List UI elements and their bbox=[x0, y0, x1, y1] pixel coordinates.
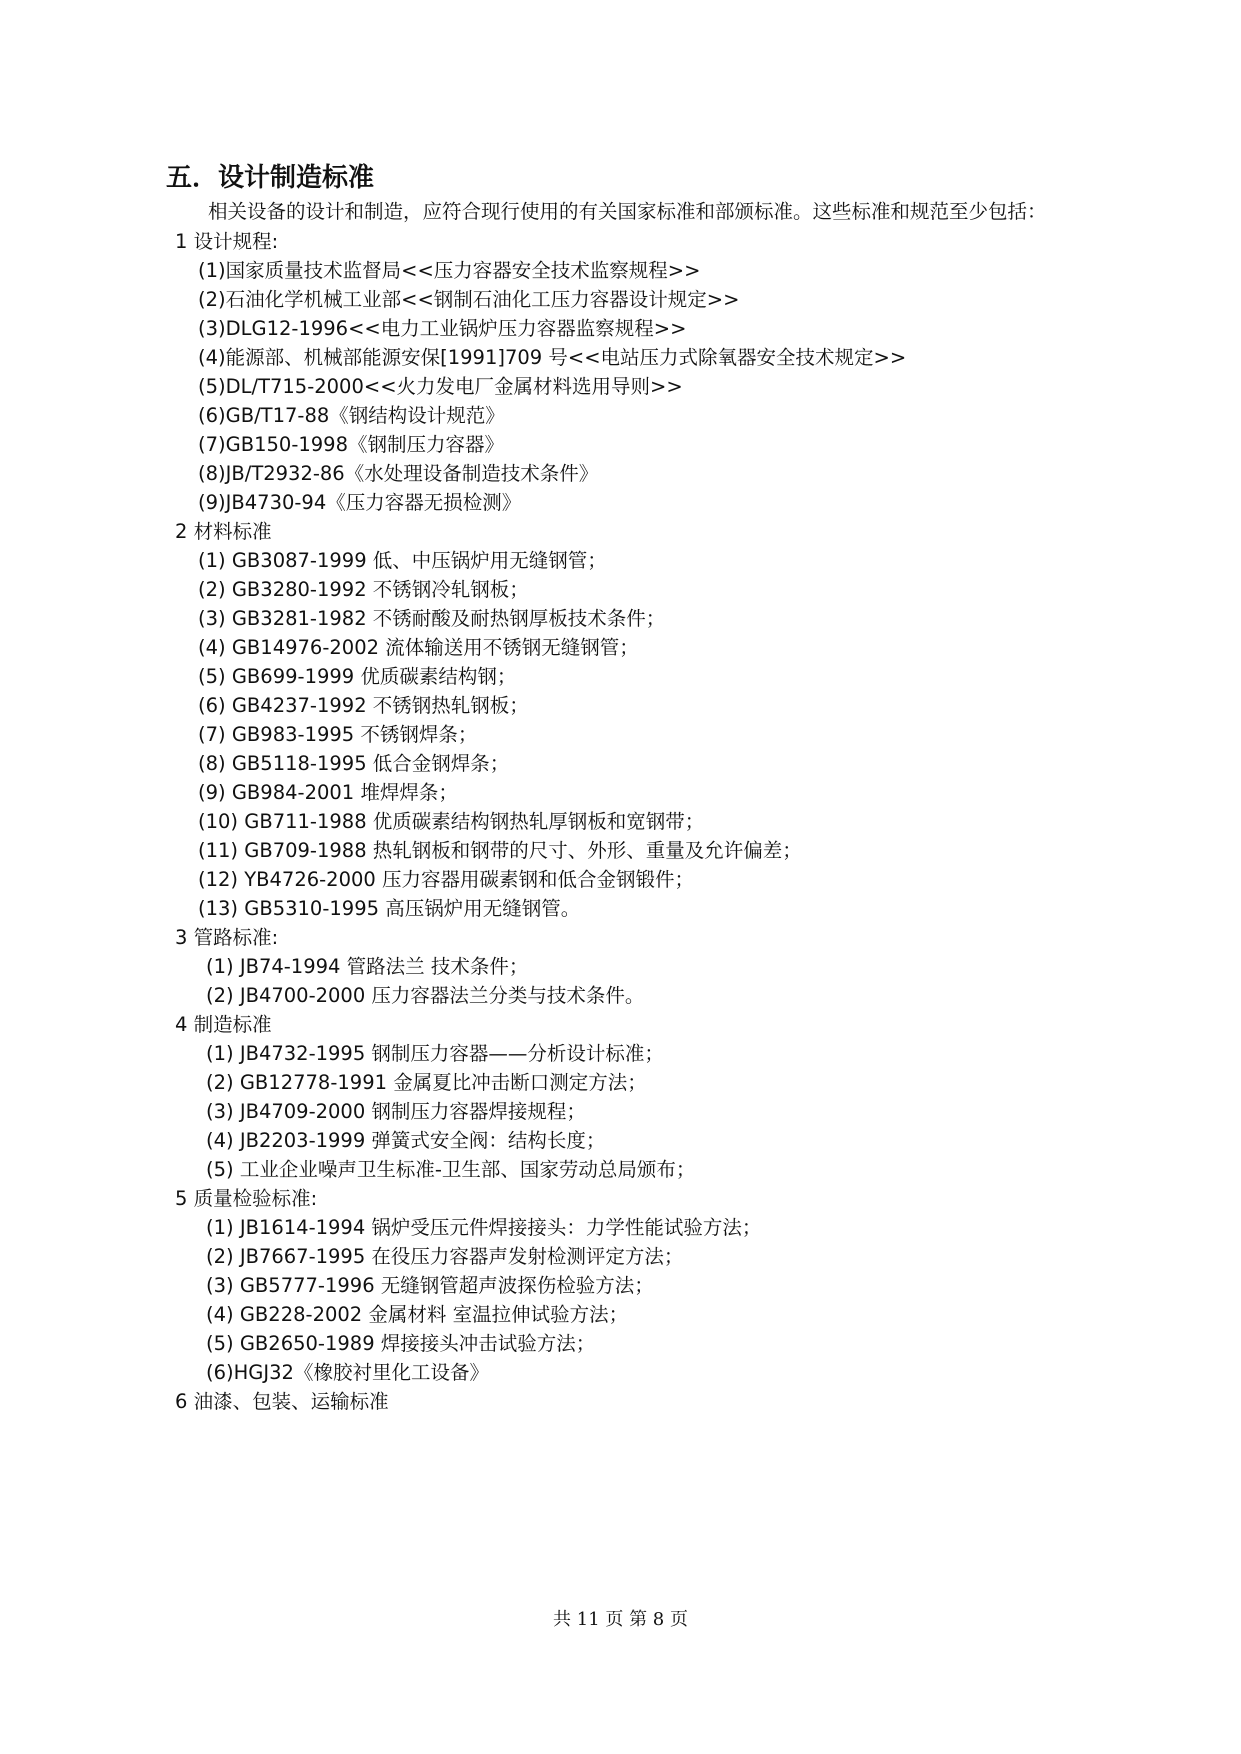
list-item: (9)JB4730-94《压力容器无损检测》 bbox=[198, 491, 522, 514]
list-item: (7) GB983-1995 不锈钢焊条； bbox=[198, 723, 478, 746]
list-item: (7)GB150-1998《钢制压力容器》 bbox=[198, 433, 504, 456]
list-item: (1)国家质量技术监督局<<压力容器安全技术监察规程>> bbox=[198, 259, 701, 282]
list-item: (2) GB12778-1991 金属夏比冲击断口测定方法； bbox=[206, 1071, 647, 1094]
list-item: (12) YB4726-2000 压力容器用碳素钢和低合金钢锻件； bbox=[198, 868, 695, 891]
list-item: (9) GB984-2001 堆焊焊条； bbox=[198, 781, 458, 804]
page-footer: 共 11 页 第 8 页 bbox=[553, 1609, 688, 1630]
list-item: (1) JB74-1994 管路法兰 技术条件； bbox=[206, 955, 529, 978]
list-item: (11) GB709-1988 热轧钢板和钢带的尺寸、外形、重量及允许偏差； bbox=[198, 839, 802, 862]
subsection-heading-piping: 3 管路标准: bbox=[175, 926, 279, 949]
list-item: (2) JB4700-2000 压力容器法兰分类与技术条件。 bbox=[206, 984, 645, 1007]
list-item: (2) GB3280-1992 不锈钢冷轧钢板； bbox=[198, 578, 529, 601]
list-item: (3)DLG12-1996<<电力工业锅炉压力容器监察规程>> bbox=[198, 317, 687, 340]
list-item: (3) JB4709-2000 钢制压力容器焊接规程； bbox=[206, 1100, 586, 1123]
list-item: (5) GB699-1999 优质碳素结构钢； bbox=[198, 665, 517, 688]
list-item: (3) GB5777-1996 无缝钢管超声波探伤检验方法； bbox=[206, 1274, 654, 1297]
list-item: (6)HGJ32《橡胶衬里化工设备》 bbox=[206, 1361, 489, 1384]
list-item: (1) JB4732-1995 钢制压力容器——分析设计标准； bbox=[206, 1042, 664, 1065]
list-item: (6)GB/T17-88《钢结构设计规范》 bbox=[198, 404, 505, 427]
list-item: (10) GB711-1988 优质碳素结构钢热轧厚钢板和宽钢带； bbox=[198, 810, 705, 833]
list-item: (8) GB5118-1995 低合金钢焊条； bbox=[198, 752, 510, 775]
list-item: (6) GB4237-1992 不锈钢热轧钢板； bbox=[198, 694, 529, 717]
section-title: 五．设计制造标准 bbox=[166, 163, 375, 193]
list-item: (1) JB1614-1994 锅炉受压元件焊接接头：力学性能试验方法； bbox=[206, 1216, 762, 1239]
list-item: (4) GB228-2002 金属材料 室温拉伸试验方法； bbox=[206, 1303, 629, 1326]
list-item: (4) GB14976-2002 流体输送用不锈钢无缝钢管； bbox=[198, 636, 639, 659]
subsection-heading-inspection: 5 质量检验标准: bbox=[175, 1187, 318, 1210]
list-item: (2) JB7667-1995 在役压力容器声发射检测评定方法； bbox=[206, 1245, 684, 1268]
list-item: (3) GB3281-1982 不锈耐酸及耐热钢厚板技术条件； bbox=[198, 607, 666, 630]
list-item: (13) GB5310-1995 高压锅炉用无缝钢管。 bbox=[198, 897, 581, 920]
list-item: (8)JB/T2932-86《水处理设备制造技术条件》 bbox=[198, 462, 599, 485]
subsection-heading-manufacturing: 4 制造标准 bbox=[175, 1013, 272, 1036]
list-item: (4) JB2203-1999 弹簧式安全阀：结构长度； bbox=[206, 1129, 606, 1152]
list-item: (5)DL/T715-2000<<火力发电厂金属材料选用导则>> bbox=[198, 375, 683, 398]
subsection-heading-packaging: 6 油漆、包装、运输标准 bbox=[175, 1390, 389, 1413]
subsection-heading-design: 1 设计规程: bbox=[175, 230, 279, 253]
list-item: (5) GB2650-1989 焊接接头冲击试验方法； bbox=[206, 1332, 596, 1355]
list-item: (2)石油化学机械工业部<<钢制石油化工压力容器设计规定>> bbox=[198, 288, 740, 311]
list-item: (1) GB3087-1999 低、中压锅炉用无缝钢管； bbox=[198, 549, 607, 572]
list-item: (5) 工业企业噪声卫生标准-卫生部、国家劳动总局颁布； bbox=[206, 1158, 696, 1181]
list-item: (4)能源部、机械部能源安保[1991]709 号<<电站压力式除氧器安全技术规定>> bbox=[198, 346, 907, 369]
subsection-heading-materials: 2 材料标准 bbox=[175, 520, 272, 543]
intro-paragraph: 相关设备的设计和制造，应符合现行使用的有关国家标准和部颁标准。这些标准和规范至少包括： bbox=[208, 200, 1047, 223]
